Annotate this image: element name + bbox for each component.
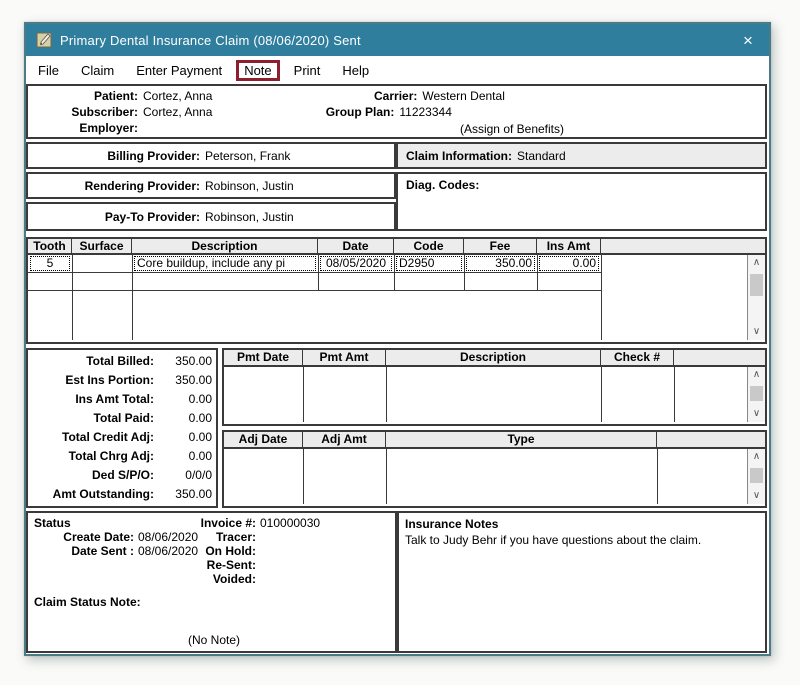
subscriber-value: Cortez, Anna bbox=[143, 105, 213, 119]
ded-spo-value: 0/0/0 bbox=[185, 468, 212, 482]
billing-provider-panel bbox=[26, 142, 396, 169]
insurance-notes-panel[interactable] bbox=[397, 511, 767, 653]
patient-label: Patient: bbox=[93, 89, 138, 103]
window-title: Primary Dental Insurance Claim (08/06/2020) Sent bbox=[60, 32, 361, 48]
col-surface: Surface bbox=[72, 239, 132, 253]
payto-provider-label: Pay-To Provider: bbox=[104, 209, 200, 224]
title-bar[interactable] bbox=[26, 24, 769, 56]
scroll-thumb[interactable] bbox=[750, 274, 763, 296]
col-pmt-filler bbox=[674, 350, 765, 365]
on-hold-label: On Hold: bbox=[205, 544, 256, 558]
col-pmt-description: Description bbox=[386, 350, 601, 365]
billing-provider-value: Peterson, Frank bbox=[205, 148, 291, 163]
payto-provider-panel bbox=[26, 202, 396, 231]
window-content bbox=[26, 84, 769, 654]
procedure-table-body bbox=[28, 255, 765, 340]
col-adj-amt: Adj Amt bbox=[303, 432, 386, 447]
rendering-provider-value: Robinson, Justin bbox=[205, 178, 294, 193]
carrier-value: Western Dental bbox=[422, 89, 505, 103]
claim-information-panel bbox=[396, 142, 767, 169]
claim-information-label: Claim Information: bbox=[406, 148, 513, 163]
total-credit-adj-value: 0.00 bbox=[188, 430, 212, 444]
total-credit-adj-label: Total Credit Adj: bbox=[62, 430, 154, 444]
scroll-down-icon[interactable]: ∨ bbox=[752, 408, 761, 419]
resent-value bbox=[256, 558, 395, 572]
claim-document-icon bbox=[36, 32, 52, 48]
close-icon[interactable]: × bbox=[743, 30, 753, 50]
billing-provider-label: Billing Provider: bbox=[107, 148, 200, 163]
menu-claim[interactable]: Claim bbox=[80, 62, 115, 78]
cell-ins-amt[interactable]: 0.00 bbox=[539, 256, 599, 271]
total-billed-value: 350.00 bbox=[175, 354, 212, 368]
voided-label: Voided: bbox=[212, 572, 256, 586]
total-paid-label: Total Paid: bbox=[93, 411, 154, 425]
scroll-up-icon[interactable]: ∧ bbox=[752, 369, 761, 380]
rendering-provider-panel bbox=[26, 172, 396, 199]
patient-info-panel bbox=[26, 84, 767, 139]
rendering-provider-label: Rendering Provider: bbox=[84, 178, 200, 193]
insurance-notes-title: Insurance Notes bbox=[405, 517, 499, 531]
adjustments-table-header bbox=[224, 432, 765, 449]
total-chrg-adj-label: Total Chrg Adj: bbox=[68, 449, 154, 463]
insurance-notes-text: Talk to Judy Behr if you have questions about the claim. bbox=[405, 533, 702, 547]
adjustments-table bbox=[222, 430, 767, 508]
payments-table-header bbox=[224, 350, 765, 367]
col-adj-date: Adj Date bbox=[224, 432, 303, 447]
est-ins-portion-label: Est Ins Portion: bbox=[65, 373, 154, 387]
assign-of-benefits: (Assign of Benefits) bbox=[459, 122, 565, 136]
invoice-value: 010000030 bbox=[260, 516, 321, 530]
payments-table-body bbox=[224, 367, 765, 422]
col-tooth: Tooth bbox=[28, 239, 72, 253]
cell-surface[interactable] bbox=[72, 255, 132, 272]
cell-tooth[interactable]: 5 bbox=[30, 256, 70, 271]
voided-value bbox=[256, 572, 395, 586]
est-ins-portion-value: 350.00 bbox=[175, 373, 212, 387]
date-sent-label: Date Sent : bbox=[71, 544, 134, 558]
cell-description[interactable]: Core buildup, include any pi bbox=[134, 256, 316, 271]
payto-provider-value: Robinson, Justin bbox=[205, 209, 294, 224]
col-code: Code bbox=[394, 239, 464, 253]
menu-print[interactable]: Print bbox=[293, 62, 321, 78]
totals-panel bbox=[26, 348, 218, 508]
diag-codes-panel bbox=[396, 172, 767, 231]
ins-amt-total-label: Ins Amt Total: bbox=[75, 392, 154, 406]
no-note-text: (No Note) bbox=[187, 633, 240, 647]
scroll-down-icon[interactable]: ∨ bbox=[752, 326, 761, 337]
group-plan-value: 11223344 bbox=[399, 105, 452, 119]
tracer-label: Tracer: bbox=[215, 530, 256, 544]
col-adj-filler bbox=[657, 432, 765, 447]
subscriber-label: Subscriber: bbox=[71, 105, 138, 119]
scroll-up-icon[interactable]: ∧ bbox=[752, 451, 761, 462]
menu-note-highlighted[interactable]: Note bbox=[236, 60, 279, 81]
cell-code[interactable]: D2950 bbox=[396, 256, 462, 271]
menu-enter-payment[interactable]: Enter Payment bbox=[136, 62, 223, 78]
col-ins-amt: Ins Amt bbox=[537, 239, 601, 253]
claim-information-value: Standard bbox=[517, 148, 566, 163]
procedure-row-selected[interactable] bbox=[28, 255, 601, 272]
cell-date[interactable]: 08/05/2020 bbox=[320, 256, 392, 271]
cell-fee[interactable]: 350.00 bbox=[466, 256, 535, 271]
carrier-label: Carrier: bbox=[374, 89, 418, 103]
procedure-table bbox=[26, 237, 767, 344]
claim-status-note-label: Claim Status Note: bbox=[34, 595, 141, 609]
invoice-label: Invoice #: bbox=[200, 516, 256, 530]
scroll-down-icon[interactable]: ∨ bbox=[752, 490, 761, 501]
patient-value: Cortez, Anna bbox=[143, 89, 213, 103]
adjustments-scrollbar[interactable] bbox=[747, 449, 765, 504]
employer-label: Employer: bbox=[79, 121, 138, 135]
payments-scrollbar[interactable] bbox=[747, 367, 765, 422]
col-date: Date bbox=[318, 239, 394, 253]
amt-outstanding-label: Amt Outstanding: bbox=[52, 487, 154, 501]
tracer-value bbox=[256, 530, 395, 544]
payments-table bbox=[222, 348, 767, 426]
amt-outstanding-value: 350.00 bbox=[175, 487, 212, 501]
resent-label: Re-Sent: bbox=[206, 558, 256, 572]
total-billed-label: Total Billed: bbox=[86, 354, 154, 368]
col-fee: Fee bbox=[464, 239, 537, 253]
col-pmt-amt: Pmt Amt bbox=[303, 350, 386, 365]
create-date-label: Create Date: bbox=[63, 530, 134, 544]
group-plan-label: Group Plan: bbox=[325, 105, 395, 119]
menu-help[interactable]: Help bbox=[342, 62, 370, 78]
ins-amt-total-value: 0.00 bbox=[188, 392, 212, 406]
scroll-thumb[interactable] bbox=[750, 386, 763, 401]
col-adj-type: Type bbox=[386, 432, 657, 447]
col-check-number: Check # bbox=[601, 350, 674, 365]
status-panel bbox=[26, 511, 397, 653]
diag-codes-label: Diag. Codes: bbox=[406, 178, 480, 192]
scroll-up-icon[interactable]: ∧ bbox=[752, 257, 761, 268]
total-chrg-adj-value: 0.00 bbox=[188, 449, 212, 463]
adjustments-table-body bbox=[224, 449, 765, 504]
create-date-value: 08/06/2020 bbox=[138, 530, 199, 544]
status-title: Status bbox=[34, 516, 71, 530]
date-sent-value: 08/06/2020 bbox=[138, 544, 199, 558]
procedure-table-header bbox=[28, 239, 765, 255]
claim-window bbox=[24, 22, 771, 656]
on-hold-value bbox=[256, 544, 395, 558]
col-description: Description bbox=[132, 239, 318, 253]
menu-bar bbox=[26, 56, 769, 84]
procedure-scrollbar[interactable] bbox=[747, 255, 765, 340]
col-filler bbox=[601, 239, 765, 253]
menu-file[interactable]: File bbox=[38, 62, 59, 78]
total-paid-value: 0.00 bbox=[188, 411, 212, 425]
scroll-thumb[interactable] bbox=[750, 468, 763, 483]
col-pmt-date: Pmt Date bbox=[224, 350, 303, 365]
ded-spo-label: Ded S/P/O: bbox=[91, 468, 154, 482]
